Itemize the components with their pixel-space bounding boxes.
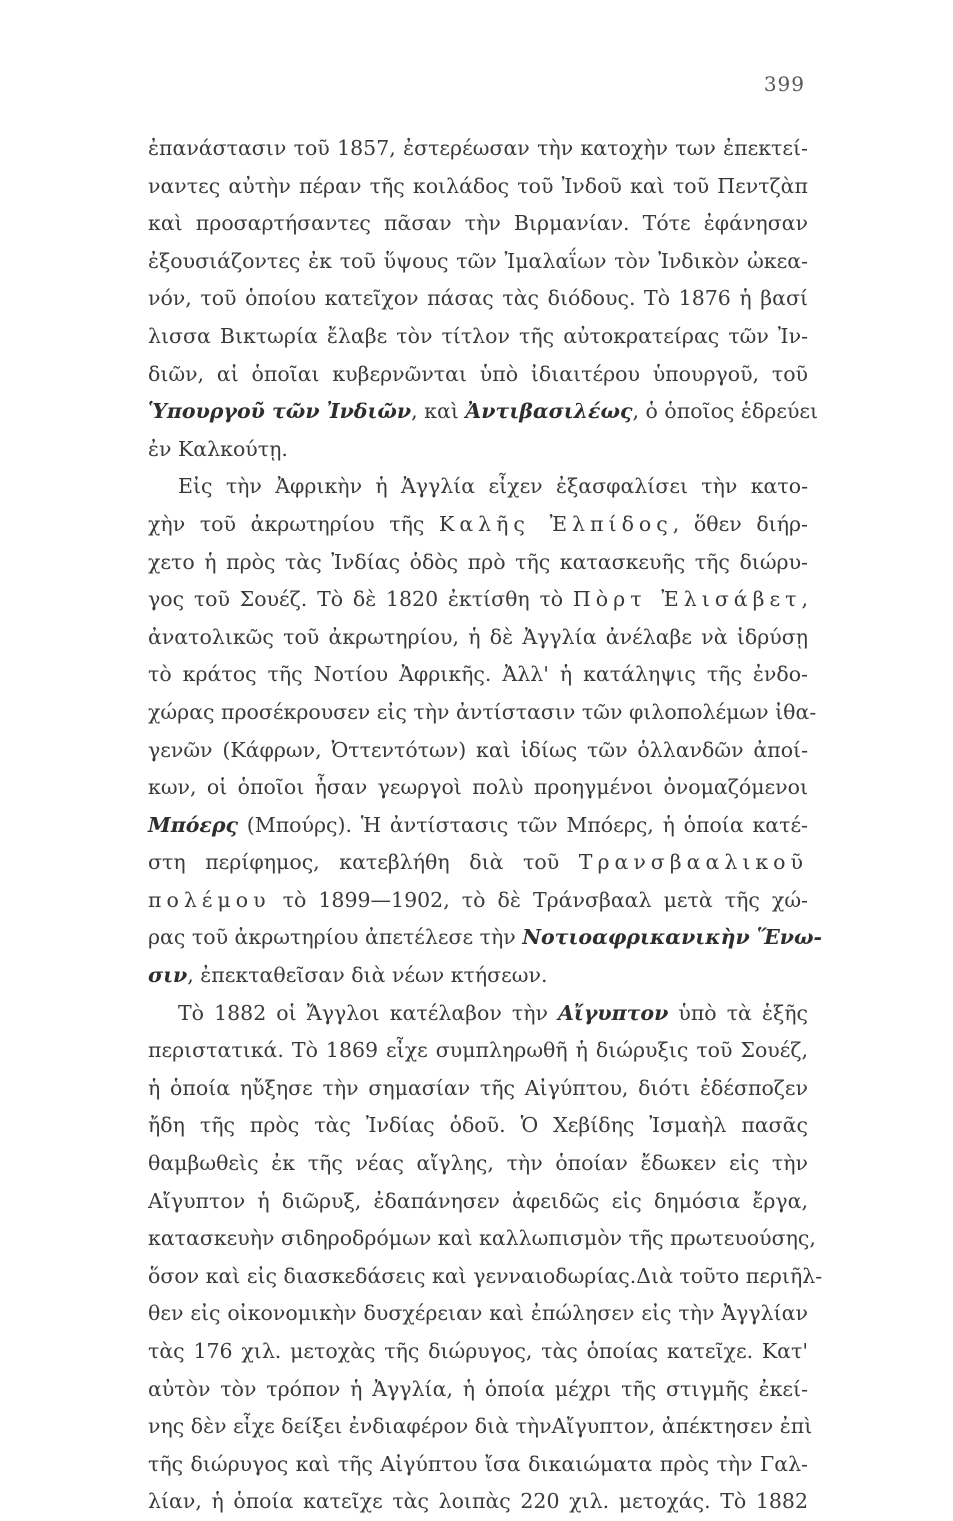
text-line — [148, 844, 808, 882]
text-run: (Μπούρς). Ἡ ἀντίστασις τῶν Μπόερς, ἡ ὁποία κατέ- — [237, 812, 808, 837]
emphasis-text: σιν — [148, 963, 188, 988]
text-line — [148, 769, 808, 807]
text-run: καὶ προσαρτήσαντες πᾶσαν τὴν Βιρμανίαν. Τότε ἐφάνησαν — [148, 211, 808, 236]
text-line — [148, 1483, 808, 1521]
text-line — [148, 1145, 808, 1183]
paragraph-2 — [148, 468, 823, 994]
text-line — [148, 1107, 808, 1145]
text-line — [148, 1333, 808, 1371]
text-line — [148, 205, 808, 243]
text-run: γενῶν (Κάφρων, Ὀττεντότων) καὶ ἰδίως τῶν ὁλλανδῶν ἀποί- — [148, 737, 808, 762]
text-run: ναντες αὐτὴν πέραν τῆς κοιλάδος τοῦ Ἰνδοῦ καὶ τοῦ Πεντζὰπ — [148, 173, 808, 198]
text-run: τὰς 176 χιλ. μετοχὰς τῆς διώρυγος, τὰς ὁποίας κατεῖχε. Κατ' — [148, 1339, 808, 1363]
text-run: , ὅθεν διήρ- — [672, 511, 808, 536]
spaced-text: πολέμου — [148, 887, 271, 912]
text-line — [148, 1258, 823, 1296]
emphasis-text: Ὑπουργοῦ τῶν Ἰνδιῶν — [148, 399, 412, 424]
text-run: Αἴγυπτον ἡ διῶρυξ, ἐδαπάνησεν ἀφειδῶς εἰς δημόσια ἔργα, — [148, 1188, 808, 1213]
text-run: λίαν, ἡ ὁποία κατεῖχε τὰς λοιπὰς 220 χιλ. μετοχάς. Τὸ 1882 — [148, 1489, 808, 1514]
text-run: ἡ ὁποία ηὔξησε τὴν σημασίαν τῆς Αἰγύπτου, διότι ἐδέσποζεν — [148, 1075, 808, 1100]
text-run: , καὶ — [411, 399, 466, 424]
text-line — [148, 1183, 808, 1221]
text-line — [148, 1220, 816, 1258]
text-run: χώρας προσέκρουσεν εἰς τὴν ἀντίστασιν τῶν φιλοπολέμων ἰθα- — [148, 699, 817, 724]
text-line — [148, 1070, 808, 1108]
text-run: νόν, τοῦ ὁποίου κατεῖχον πάσας τὰς διόδους. Τὸ 1876 ἡ βασί — [148, 286, 808, 311]
text-line — [148, 1371, 808, 1409]
text-line — [148, 243, 808, 281]
text-run: , — [801, 587, 808, 612]
text-run: Εἰς τὴν Ἀφρικὴν ἡ Ἀγγλία εἶχεν ἐξασφαλίσει τὴν κατο- — [178, 474, 808, 499]
text-line — [148, 807, 808, 845]
text-line — [148, 280, 808, 318]
text-run: θεν εἰς οἰκονομικὴν δυσχέρειαν καὶ ἐπώλησεν εἰς τὴν Ἀγγλίαν — [148, 1301, 808, 1326]
text-run: στη περίφημος, κατεβλήθη διὰ τοῦ — [148, 850, 579, 875]
text-run: ἐπανάστασιν τοῦ 1857, ἐστερέωσαν τὴν κατοχὴν των ἐπεκτεί- — [148, 136, 808, 160]
paragraph-3 — [148, 995, 823, 1521]
text-run: διῶν, αἱ ὁποῖαι κυβερνῶνται ὑπὸ ἰδιαιτέρου ὑπουργοῦ, τοῦ — [148, 361, 808, 386]
emphasis-text: Αἴγυπτον — [558, 1000, 669, 1025]
text-line — [148, 732, 808, 770]
text-run: κων, οἱ ὁποῖοι ἦσαν γεωργοὶ πολὺ προηγμένοι ὀνομαζόμενοι — [148, 775, 808, 800]
text-line — [148, 694, 817, 732]
page-number: 399 — [763, 72, 805, 96]
text-run: νης δὲν εἶχε δείξει ἐνδιαφέρον διὰ τὴνΑἴγυπτον, ἀπέκτησεν ἐπὶ — [148, 1414, 813, 1439]
text-line — [148, 1446, 808, 1484]
text-line — [148, 656, 808, 694]
spaced-text: Καλῆς Ἐλπίδος — [439, 511, 673, 536]
text-run: , ἐπεκταθεῖσαν διὰ νέων κτήσεων. — [187, 963, 548, 988]
text-line — [148, 130, 808, 168]
text-run: ὅσον καὶ εἰς διασκεδάσεις καὶ γενναιοδωρίας.Διὰ τοῦτο περιῆλ- — [148, 1263, 823, 1288]
text-run: , ὁ ὁποῖος ἑδρεύει — [632, 399, 819, 424]
spaced-text: Τρανσβααλικοῦ — [578, 850, 808, 875]
text-run: λισσα Βικτωρία ἔλαβε τὸν τίτλον τῆς αὐτοκρατείρας τῶν Ἰν- — [148, 323, 808, 348]
text-run: τὸ κράτος τῆς Νοτίου Ἀφρικῆς. Ἀλλ' ἡ κατάληψις τῆς ἐνδο- — [148, 662, 808, 687]
text-line — [148, 318, 808, 356]
text-line — [148, 882, 808, 920]
text-run: τὸ 1899—1902, τὸ δὲ Τράνσβααλ μετὰ τῆς χώ- — [270, 887, 808, 912]
text-run: ὑπὸ τὰ ἑξῆς — [668, 1000, 808, 1025]
text-run: χετο ἡ πρὸς τὰς Ἰνδίας ὁδὸς πρὸ τῆς κατασκευῆς τῆς διώρυ- — [148, 549, 808, 574]
text-run: ἐξουσιάζοντες ἐκ τοῦ ὕψους τῶν Ἰμαλαΐων τὸν Ἰνδικὸν ὠκεα- — [148, 248, 808, 273]
text-run: κατασκευὴν σιδηροδρόμων καὶ καλλωπισμὸν τῆς πρωτευούσης, — [148, 1226, 816, 1251]
text-line — [148, 393, 819, 431]
text-run: ἀνατολικῶς τοῦ ἀκρωτηρίου, ἡ δὲ Ἀγγλία ἀνέλαβε νὰ ἱδρύσῃ — [148, 624, 808, 649]
text-run: χὴν τοῦ ἀκρωτηρίου τῆς — [148, 511, 439, 536]
emphasis-text: Μπόερς — [148, 812, 238, 837]
text-line — [148, 581, 808, 619]
text-line — [148, 544, 808, 582]
text-run: τῆς διώρυγος καὶ τῆς Αἰγύπτου ἴσα δικαιώματα πρὸς τὴν Γαλ- — [148, 1451, 808, 1476]
text-line — [148, 168, 808, 206]
text-line — [148, 431, 808, 469]
text-line — [148, 1032, 808, 1070]
text-line — [148, 957, 808, 995]
text-run: θαμβωθεὶς ἐκ τῆς νέας αἴγλης, τὴν ὁποίαν ἔδωκεν εἰς τὴν — [148, 1151, 808, 1176]
emphasis-text: Ἀντιβασιλέως — [465, 399, 633, 424]
text-line — [148, 1295, 808, 1333]
text-line — [148, 1408, 813, 1446]
text-line — [148, 995, 808, 1033]
paragraph-1 — [148, 130, 819, 468]
text-line — [148, 468, 808, 506]
text-run: ρας τοῦ ἀκρωτηρίου ἀπετέλεσε τὴν — [148, 925, 523, 950]
text-run: Τὸ 1882 οἱ Ἄγγλοι κατέλαβον τὴν — [178, 1000, 559, 1025]
text-run: αὐτὸν τὸν τρόπον ἡ Ἀγγλία, ἡ ὁποία μέχρι τῆς στιγμῆς ἐκεί- — [148, 1376, 808, 1401]
text-run: ἐν Καλκούτῃ. — [148, 436, 288, 461]
text-run: ἤδη τῆς πρὸς τὰς Ἰνδίας ὁδοῦ. Ὁ Χεβίδης Ἰσμαὴλ πασᾶς — [148, 1113, 808, 1138]
text-line — [148, 506, 808, 544]
text-line — [148, 356, 808, 394]
text-run: γος τοῦ Σουέζ. Τὸ δὲ 1820 ἐκτίσθη τὸ — [148, 587, 573, 612]
text-run: περιστατικά. Τὸ 1869 εἶχε συμπληρωθῆ ἡ διώρυξις τοῦ Σουέζ, — [148, 1038, 808, 1063]
spaced-text: Πὸρτ Ἐλισάβετ — [572, 587, 802, 612]
body-text — [148, 130, 823, 1521]
text-line — [148, 919, 823, 957]
text-line — [148, 619, 808, 657]
emphasis-text: Νοτιοαφρικανικὴν Ἕνω- — [522, 925, 823, 950]
